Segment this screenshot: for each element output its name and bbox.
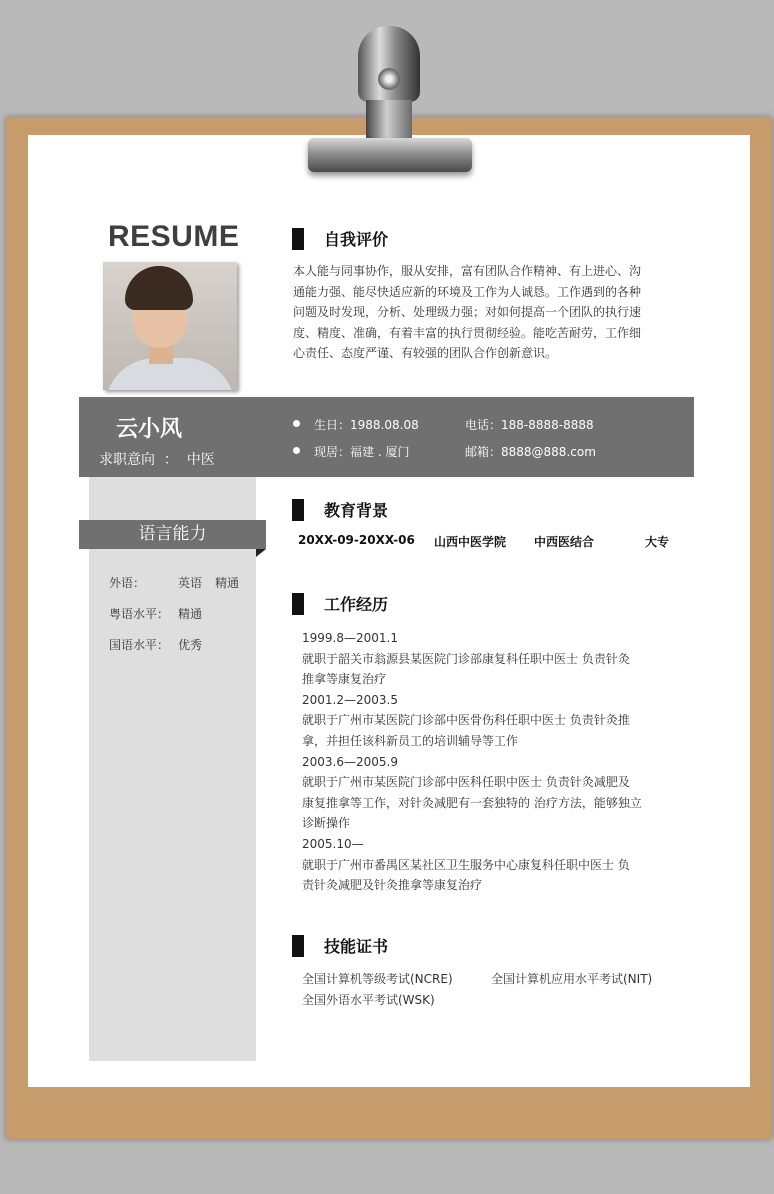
work-line: 就职于韶关市翁源县某医院门诊部康复科任职中医士 负责针灸 xyxy=(302,651,630,666)
self-eval-line: 问题及时发现，分析、处理级力强；对如何提高一个团队的执行速 xyxy=(293,305,642,320)
self-eval-line: 通能力强、能尽快适应新的环境及工作为人诚恳。工作遇到的各种 xyxy=(293,284,642,299)
work-line: 就职于广州市番禺区某社区卫生服务中心康复科任职中医士 负 xyxy=(302,857,630,872)
job-target: 求职意向 ： 中医 xyxy=(99,452,215,468)
language-value: 优秀 xyxy=(178,638,203,652)
work-line: 推拿等康复治疗 xyxy=(302,672,387,687)
language-value: 精通 xyxy=(178,607,203,621)
resume-heading: RESUME xyxy=(108,220,240,253)
bullet-icon xyxy=(293,420,300,427)
section-title: 自我评价 xyxy=(324,230,389,249)
self-eval-line: 度、精度、准确，有着丰富的执行贯彻经验。能吃苦耐劳，工作细 xyxy=(293,325,642,340)
section-skills xyxy=(292,934,388,957)
work-line: 就职于广州市某医院门诊部中医骨伤科任职中医士 负责针灸推 xyxy=(302,713,630,728)
work-line: 2005.10— xyxy=(302,836,364,851)
section-title: 技能证书 xyxy=(324,937,389,956)
section-education xyxy=(292,498,388,521)
email-address: 邮箱：8888@888.com xyxy=(465,445,596,459)
work-line: 康复推拿等工作，对针灸减肥有一套独特的 治疗方法，能够独立 xyxy=(302,795,642,810)
section-work xyxy=(292,592,388,615)
self-eval-line: 心责任、态度严谨、有较强的团队合作创新意识。 xyxy=(293,346,558,361)
section-marker xyxy=(292,935,304,957)
language-label: 国语水平： xyxy=(109,638,170,652)
certificate: 全国计算机等级考试(NCRE) xyxy=(302,972,453,986)
education-degree: 大专 xyxy=(645,535,670,549)
language-label: 粤语水平： xyxy=(109,607,170,621)
binder-clip xyxy=(300,20,480,180)
work-line: 诊断操作 xyxy=(302,816,351,831)
language-level: 精通 xyxy=(215,576,240,590)
self-eval-text xyxy=(293,261,663,364)
sidebar xyxy=(89,477,256,1061)
section-self-eval xyxy=(292,227,388,250)
education-school: 山西中医学院 xyxy=(434,535,507,549)
certificate: 全国计算机应用水平考试(NIT) xyxy=(491,972,653,986)
section-marker xyxy=(292,593,304,615)
candidate-name: 云小风 xyxy=(116,417,183,442)
residence: 现居：福建 . 厦门 xyxy=(314,445,410,459)
profile-photo xyxy=(103,262,237,390)
work-history xyxy=(302,628,662,896)
ribbon-fold xyxy=(256,549,266,557)
certificate: 全国外语水平考试(WSK) xyxy=(302,993,435,1007)
section-title: 教育背景 xyxy=(324,501,389,520)
work-line: 2001.2—2003.5 xyxy=(302,692,398,707)
education-period: 20XX-09-20XX-06 xyxy=(298,533,415,547)
self-eval-line: 本人能与同事协作，服从安排，富有团队合作精神、有上进心、沟 xyxy=(293,264,642,278)
education-major: 中西医结合 xyxy=(534,535,595,549)
work-line: 1999.8—2001.1 xyxy=(302,631,398,645)
birth-date: 生日：1988.08.08 xyxy=(314,418,419,432)
bullet-icon xyxy=(293,447,300,454)
work-line: 责针灸减肥及针灸推拿等康复治疗 xyxy=(302,878,483,893)
work-line: 拿，并担任该科新员工的培训辅导等工作 xyxy=(302,733,519,748)
section-title: 工作经历 xyxy=(324,595,389,614)
phone-number: 电话：188-8888-8888 xyxy=(465,418,594,432)
language-label: 外语： xyxy=(109,576,146,590)
work-line: 2003.6—2005.9 xyxy=(302,754,398,769)
work-line: 就职于广州市某医院门诊部中医科任职中医士 负责针灸减肥及 xyxy=(302,775,630,790)
section-marker xyxy=(292,228,304,250)
section-marker xyxy=(292,499,304,521)
language-title: 语言能力 xyxy=(79,520,266,549)
language-value: 英语 xyxy=(178,576,203,590)
